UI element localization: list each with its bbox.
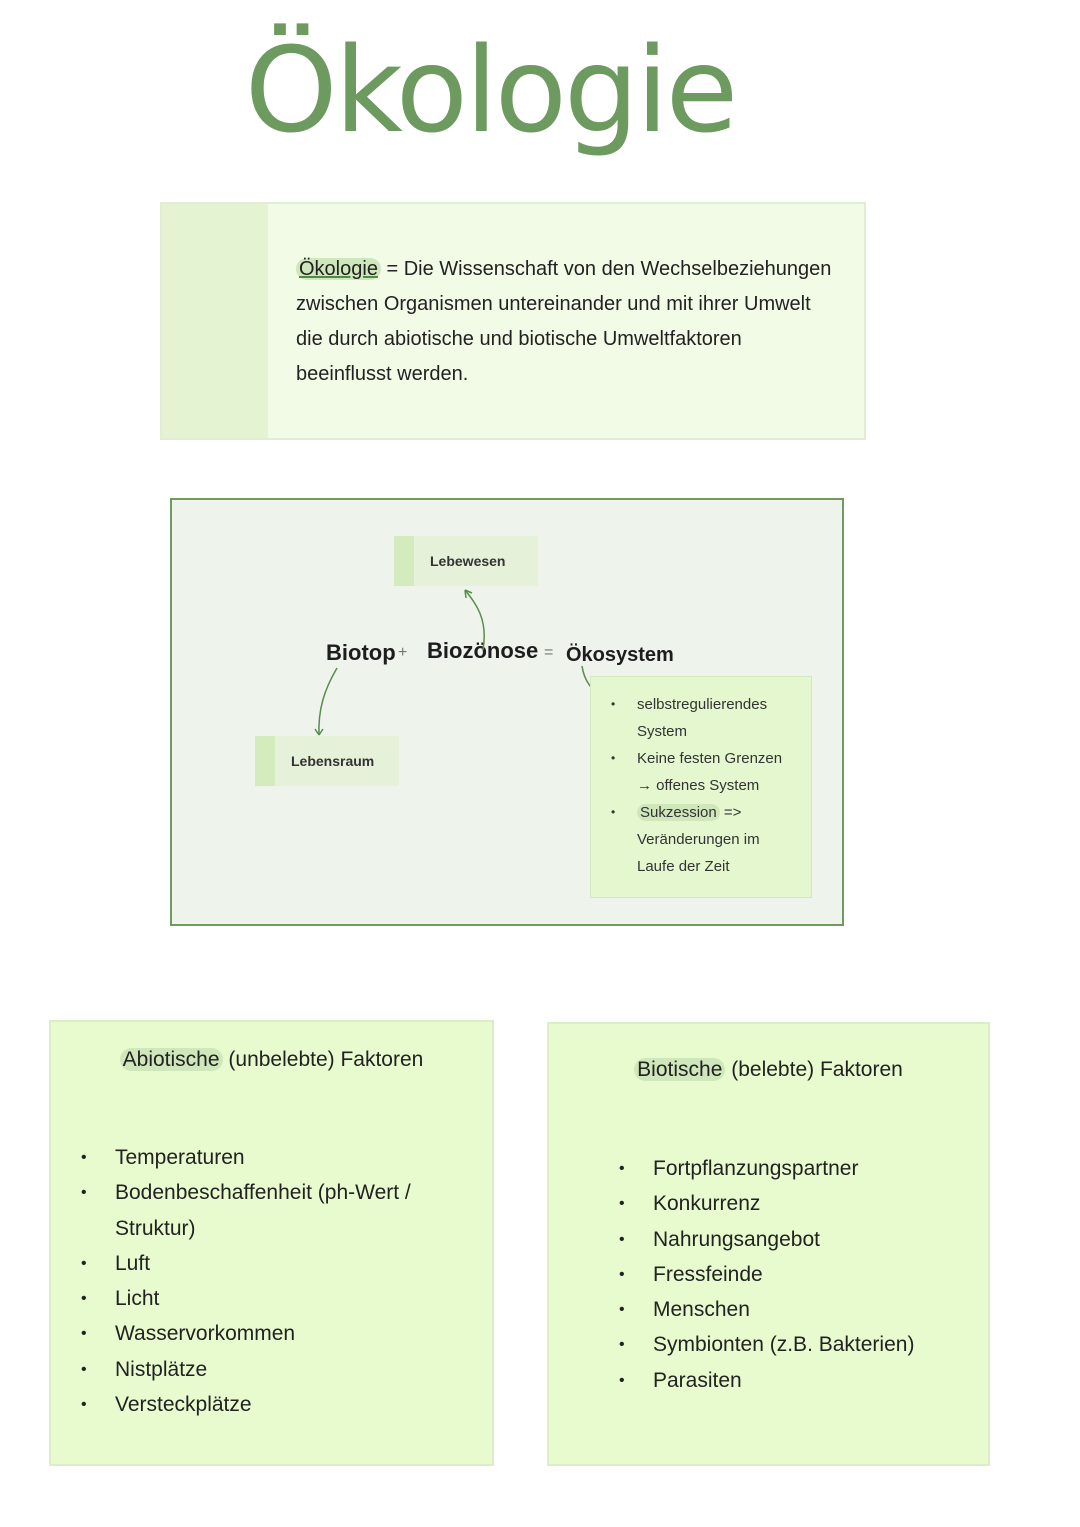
abiotic-heading-rest: (unbelebte) Faktoren (228, 1048, 424, 1071)
sukzession-term: Sukzession (637, 804, 720, 821)
arrow-to-lebensraum (319, 668, 337, 735)
definition-accent-strip (162, 204, 268, 438)
biotic-heading-rest: (belebte) Faktoren (731, 1058, 903, 1081)
list-item: • Nistplätze (115, 1352, 492, 1387)
property-line: Laufe der Zeit (637, 858, 730, 875)
list-item: • Wasservorkommen (115, 1316, 492, 1351)
biotic-heading (549, 1058, 988, 1082)
term-biotop: Biotop (326, 640, 396, 665)
list-item: • Fressfeinde (653, 1257, 914, 1292)
node-lebewesen-label: Lebewesen (430, 553, 506, 569)
list-item: • Menschen (653, 1292, 914, 1327)
list-item: • Luft (115, 1246, 492, 1281)
list-item: • Nahrungsangebot (653, 1222, 914, 1257)
list-item: • Licht (115, 1281, 492, 1316)
property-line: System (637, 723, 688, 740)
property-sukzession (637, 799, 811, 826)
list-item: • Konkurrenz (653, 1186, 914, 1221)
definition-text (296, 252, 836, 392)
abiotic-term: Abiotische (120, 1048, 223, 1071)
abiotic-factors-box (49, 1020, 494, 1466)
ecosystem-diagram (170, 498, 844, 926)
definition-box (160, 202, 866, 440)
list-item: • Symbionten (z.B. Bakterien) (653, 1327, 914, 1362)
page-title: Ökologie (244, 21, 736, 159)
list-item: • Temperaturen (115, 1140, 492, 1175)
property-line: Veränderungen im (637, 831, 760, 848)
term-oekosystem: Ökosystem (566, 644, 674, 666)
arrow-to-lebewesen (465, 590, 484, 650)
property-line: • selbstregulierendes (637, 691, 811, 718)
biotic-list (653, 1151, 914, 1398)
node-lebensraum-label: Lebensraum (291, 753, 375, 769)
abiotic-list (115, 1140, 492, 1422)
list-item: • Versteckplätze (115, 1387, 492, 1422)
term-biozoenose: Biozönose (427, 638, 539, 663)
definition-body: = Die Wissenschaft von den Wechselbeziehungen zwischen Organismen untereinander und mit ihrer Umwelt die durch abiotische und biotische Umweltfaktoren beeinflusst werden. (296, 258, 832, 385)
equals-sign: = (544, 644, 554, 661)
sukzession-arrow: => (723, 804, 742, 821)
list-item: • Fortpflanzungspartner (653, 1151, 914, 1186)
ecosystem-properties (590, 676, 812, 898)
biotic-factors-box (547, 1022, 990, 1466)
definition-term: Ökologie (296, 258, 381, 280)
list-item: • Bodenbeschaffenheit (ph-Wert / Struktur) (115, 1175, 492, 1246)
property-line: → offenes System (637, 777, 760, 794)
plus-sign: + (398, 644, 408, 661)
list-item: • Parasiten (653, 1363, 914, 1398)
property-line: • Keine festen Grenzen (637, 745, 811, 772)
abiotic-heading (51, 1048, 492, 1072)
biotic-term: Biotische (634, 1058, 725, 1081)
